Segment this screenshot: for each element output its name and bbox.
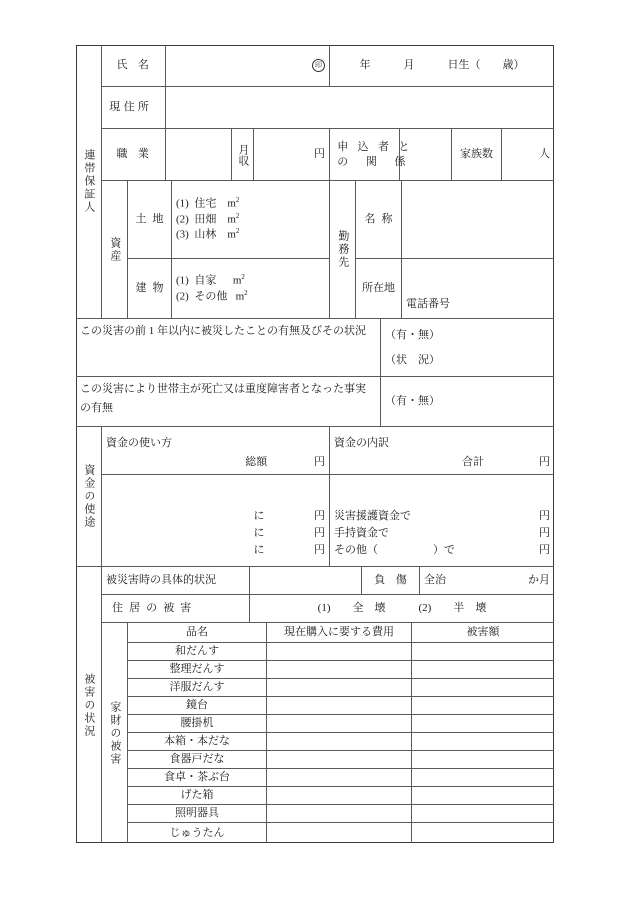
building-item-name: 自家 bbox=[194, 274, 217, 287]
guarantor-workplace-label: 勤務先 bbox=[330, 181, 356, 319]
damage-month-unit: か月 bbox=[528, 574, 550, 587]
property-item-cost[interactable] bbox=[267, 679, 412, 697]
funds-breakdown-row bbox=[334, 526, 550, 543]
funds-breakdown-row-unit: 円 bbox=[539, 544, 550, 557]
damage-circumstance-label: 被災害時の具体的状況 bbox=[102, 567, 250, 595]
funds-usage-total-label: 総額 bbox=[245, 455, 268, 468]
property-item-amount[interactable] bbox=[412, 823, 554, 843]
funds-breakdown-row bbox=[334, 509, 550, 526]
funds-breakdown-row-text: 手持資金で bbox=[334, 527, 389, 540]
property-table-header-amount: 被害額 bbox=[412, 623, 554, 643]
workplace-name-input[interactable] bbox=[402, 181, 554, 259]
property-item-amount[interactable] bbox=[412, 787, 554, 805]
property-item-name: 洋服だんす bbox=[128, 679, 267, 697]
prior-damage-detail: （状 況） bbox=[385, 353, 440, 366]
funds-usage-row-text: に bbox=[253, 544, 265, 557]
property-item-amount[interactable] bbox=[412, 679, 554, 697]
funds-usage-total-row bbox=[106, 455, 325, 470]
property-item-amount[interactable] bbox=[412, 715, 554, 733]
building-item-no: (2) bbox=[176, 290, 189, 303]
relation-label-line1: 申 込 者 と bbox=[337, 140, 413, 153]
land-item-row: (1) 住宅 $m^2$ bbox=[176, 196, 240, 210]
funds-breakdown-row-unit: 円 bbox=[539, 527, 550, 540]
guarantor-name-input[interactable] bbox=[166, 45, 330, 87]
property-item-amount[interactable] bbox=[412, 697, 554, 715]
funds-breakdown-total-row bbox=[334, 455, 550, 470]
property-item-name: 照明器具 bbox=[128, 805, 267, 823]
property-item-cost[interactable] bbox=[267, 643, 412, 661]
guarantor-occupation-label: 職業 bbox=[102, 129, 166, 181]
damage-housing-label: 住居の被害 bbox=[102, 595, 250, 623]
funds-usage-row bbox=[106, 526, 325, 543]
property-item-name: 食卓・茶ぶ台 bbox=[128, 769, 267, 787]
land-item-name: 住宅 bbox=[194, 197, 217, 210]
building-item-row: (2) その他 $m^2$ bbox=[176, 288, 248, 303]
funds-usage-row bbox=[106, 543, 325, 558]
property-item-cost[interactable] bbox=[267, 751, 412, 769]
land-item-row: (2) 田畑 $m^2$ bbox=[176, 211, 240, 226]
property-item-amount[interactable] bbox=[412, 733, 554, 751]
relation-label-line2: の 関 係 bbox=[337, 155, 409, 168]
guarantor-relation-label bbox=[330, 129, 413, 181]
property-item-amount[interactable] bbox=[412, 751, 554, 769]
funds-usage-row-unit: 円 bbox=[314, 527, 325, 540]
land-item-name: 田畑 bbox=[194, 213, 217, 226]
funds-usage-row-text: に bbox=[253, 527, 265, 540]
damage-housing-options[interactable]: (1) 全 壊 (2) 半 壊 bbox=[250, 595, 554, 623]
guarantor-family-count-label: 家族数 bbox=[452, 129, 502, 181]
funds-breakdown-rows[interactable] bbox=[330, 475, 554, 567]
building-item-row: (1) 自家 $m^2$ bbox=[176, 273, 245, 287]
seal-icon: 印 bbox=[312, 59, 325, 72]
funds-breakdown-title: 資金の内訳 bbox=[334, 436, 389, 449]
guarantor-assets-label: 資産 bbox=[102, 181, 128, 319]
funds-usage-rows[interactable] bbox=[102, 475, 330, 567]
land-item-no: (2) bbox=[176, 213, 189, 226]
funds-breakdown-header bbox=[330, 427, 554, 475]
funds-usage-row-unit: 円 bbox=[314, 544, 325, 557]
guarantor-land-label: 土地 bbox=[128, 181, 172, 259]
property-item-cost[interactable] bbox=[267, 697, 412, 715]
funds-usage-row-unit: 円 bbox=[314, 510, 325, 523]
property-item-amount[interactable] bbox=[412, 769, 554, 787]
property-item-cost[interactable] bbox=[267, 715, 412, 733]
property-item-cost[interactable] bbox=[267, 733, 412, 751]
funds-breakdown-row-text: 災害援護資金で bbox=[334, 510, 411, 523]
damage-circumstance-input[interactable] bbox=[250, 567, 362, 595]
property-item-cost[interactable] bbox=[267, 769, 412, 787]
land-item-row: (3) 山林 $m^2$ bbox=[176, 227, 240, 241]
property-item-name: げた箱 bbox=[128, 787, 267, 805]
damage-section-label: 被害の状況 bbox=[76, 567, 102, 843]
guarantor-income-input[interactable]: 円 bbox=[254, 129, 330, 181]
funds-usage-row bbox=[106, 509, 325, 526]
guarantor-income-label: 月収 bbox=[232, 129, 254, 181]
guarantor-name-label: 氏名 bbox=[102, 45, 166, 87]
prior-damage-question: この災害の前 1 年以内に被災したことの有無及びその状況 bbox=[76, 319, 381, 377]
land-item-no: (1) bbox=[176, 197, 189, 210]
guarantor-building-label: 建物 bbox=[128, 259, 172, 319]
funds-usage-row-text: に bbox=[253, 510, 265, 523]
workplace-location-label: 所在地 bbox=[356, 259, 402, 319]
guarantor-occupation-input[interactable] bbox=[166, 129, 232, 181]
property-item-cost[interactable] bbox=[267, 823, 412, 843]
property-item-name: 整理だんす bbox=[128, 661, 267, 679]
guarantor-address-input[interactable] bbox=[166, 87, 554, 129]
property-table-header-item: 品名 bbox=[128, 623, 267, 643]
property-item-name: 食器戸だな bbox=[128, 751, 267, 769]
damage-injury-label: 負傷 bbox=[362, 567, 420, 595]
damage-recovery-field[interactable] bbox=[420, 567, 554, 595]
guarantor-relation-input[interactable] bbox=[400, 129, 452, 181]
property-item-name: 本箱・本だな bbox=[128, 733, 267, 751]
funds-usage-title: 資金の使い方 bbox=[106, 436, 172, 449]
workplace-phone-label: 電話番号 bbox=[406, 297, 450, 310]
property-item-cost[interactable] bbox=[267, 787, 412, 805]
damage-recovery-label: 全治 bbox=[424, 574, 446, 587]
property-item-name: 和だんす bbox=[128, 643, 267, 661]
property-item-name: 腰掛机 bbox=[128, 715, 267, 733]
death-question: この災害により世帯主が死亡又は重度障害者となった事実の有無 bbox=[76, 377, 381, 427]
property-item-amount[interactable] bbox=[412, 805, 554, 823]
building-item-no: (1) bbox=[176, 274, 189, 287]
land-item-name: 山林 bbox=[194, 228, 217, 241]
guarantor-family-count-input[interactable]: 人 bbox=[502, 129, 554, 181]
land-item-no: (3) bbox=[176, 228, 189, 241]
workplace-name-label: 名称 bbox=[356, 181, 402, 259]
property-item-cost[interactable] bbox=[267, 805, 412, 823]
prior-damage-answer-group[interactable] bbox=[381, 319, 554, 377]
guarantor-address-label: 現住所 bbox=[102, 87, 166, 129]
guarantor-section-label: 連帯保証人 bbox=[76, 45, 102, 319]
property-item-amount[interactable] bbox=[412, 643, 554, 661]
funds-breakdown-row bbox=[334, 543, 550, 558]
building-item-name: その他 bbox=[194, 290, 228, 303]
guarantor-birthdate-field[interactable]: 年 月 日生（ 歳） bbox=[330, 45, 554, 87]
property-table-header-cost: 現在購入に要する費用 bbox=[267, 623, 412, 643]
guarantor-building-items[interactable] bbox=[172, 259, 330, 319]
funds-breakdown-total-unit: 円 bbox=[539, 455, 550, 468]
property-item-cost[interactable] bbox=[267, 661, 412, 679]
damage-property-label: 家財の被害 bbox=[102, 623, 128, 843]
funds-section-label: 資金の使途 bbox=[76, 427, 102, 567]
prior-damage-answer: （有・無） bbox=[385, 328, 440, 341]
funds-usage-total-unit: 円 bbox=[314, 455, 325, 468]
funds-breakdown-total-label: 合計 bbox=[462, 455, 484, 468]
funds-usage-header bbox=[102, 427, 330, 475]
funds-breakdown-row-unit: 円 bbox=[539, 510, 550, 523]
guarantor-land-items[interactable] bbox=[172, 181, 330, 259]
property-item-amount[interactable] bbox=[412, 661, 554, 679]
property-item-name: 鏡台 bbox=[128, 697, 267, 715]
death-answer[interactable]: （有・無） bbox=[381, 377, 554, 427]
funds-breakdown-row-text: その他（ ）で bbox=[334, 544, 455, 557]
property-item-name: じゅうたん bbox=[128, 823, 267, 843]
